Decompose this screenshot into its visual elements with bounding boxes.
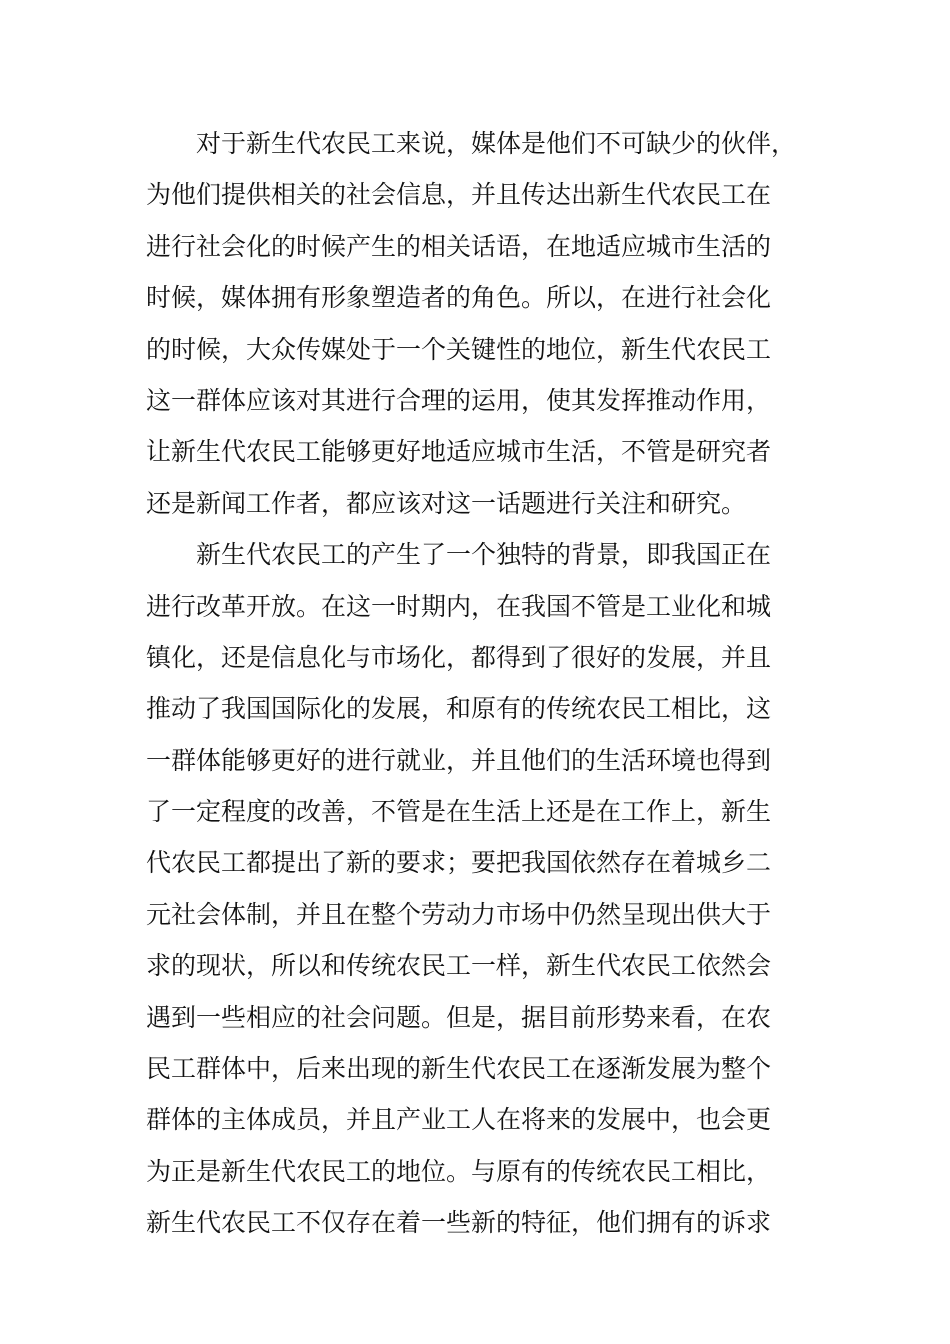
text-line: 求的现状，所以和传统农民工一样，新生代农民工依然会 (146, 951, 772, 981)
text-line: 一群体能够更好的进行就业，并且他们的生活环境也得到 (146, 745, 772, 775)
text-line: 新生代农民工不仅存在着一些新的特征，他们拥有的诉求 (146, 1208, 772, 1238)
text-line: 时候，媒体拥有形象塑造者的角色。所以，在进行社会化 (146, 283, 772, 313)
text-line: 让新生代农民工能够更好地适应城市生活，不管是研究者 (146, 437, 772, 467)
text-line: 新生代农民工的产生了一个独特的背景，即我国正在 (196, 540, 772, 570)
text-line: 元社会体制，并且在整个劳动力市场中仍然呈现出供大于 (146, 899, 772, 929)
paragraph-2 (146, 529, 836, 1248)
text-line: 为他们提供相关的社会信息，并且传达出新生代农民工在 (146, 180, 772, 210)
text-line: 还是新闻工作者，都应该对这一话题进行关注和研究。 (146, 488, 747, 518)
text-line: 的时候，大众传媒处于一个关键性的地位，新生代农民工 (146, 334, 772, 364)
text-line: 了一定程度的改善，不管是在生活上还是在工作上，新生 (146, 797, 772, 827)
text-line: 为正是新生代农民工的地位。与原有的传统农民工相比， (146, 1156, 772, 1186)
paragraph-1 (146, 118, 836, 529)
text-line: 进行改革开放。在这一时期内，在我国不管是工业化和城 (146, 591, 772, 621)
text-line: 民工群体中，后来出现的新生代农民工在逐渐发展为整个 (146, 1054, 772, 1084)
text-line: 推动了我国国际化的发展，和原有的传统农民工相比，这 (146, 694, 772, 724)
text-line: 进行社会化的时候产生的相关话语，在地适应城市生活的 (146, 231, 772, 261)
text-line: 这一群体应该对其进行合理的运用，使其发挥推动作用， (146, 385, 772, 415)
text-line: 镇化，还是信息化与市场化，都得到了很好的发展，并且 (146, 642, 772, 672)
text-line: 对于新生代农民工来说，媒体是他们不可缺少的伙伴， (196, 129, 797, 158)
text-line: 群体的主体成员，并且产业工人在将来的发展中，也会更 (146, 1105, 772, 1135)
text-line: 遇到一些相应的社会问题。但是，据目前形势来看，在农 (146, 1002, 772, 1032)
text-line: 代农民工都提出了新的要求；要把我国依然存在着城乡二 (146, 848, 772, 878)
document-body (146, 118, 836, 1249)
